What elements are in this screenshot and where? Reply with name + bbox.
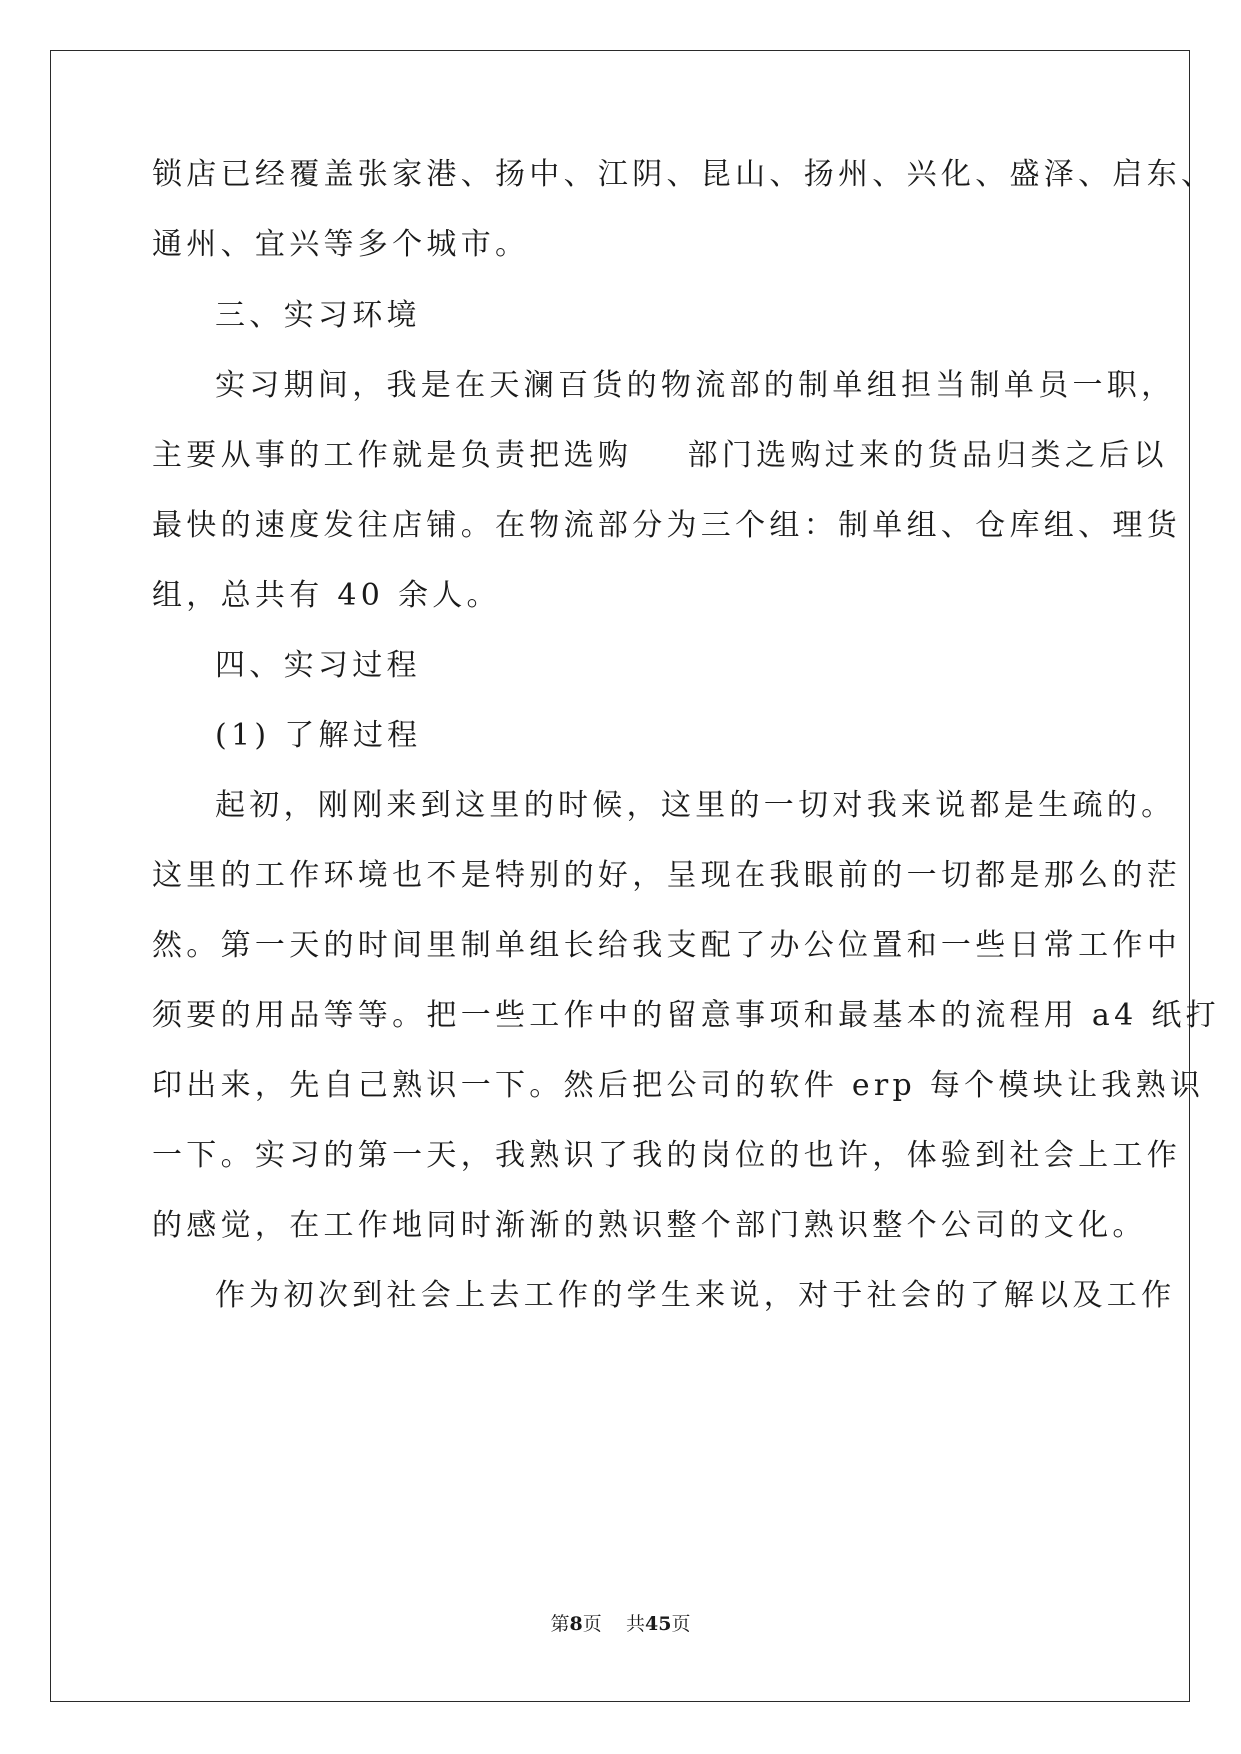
subheading-understanding: (1) 了解过程: [215, 718, 422, 753]
footer-prefix: 第: [550, 1613, 570, 1635]
body-line-14: 印出来，先自己熟识一下。然后把公司的软件 erp 每个模块让我熟识: [152, 1068, 1205, 1103]
body-line-1: 锁店已经覆盖张家港、扬中、江阴、昆山、扬州、兴化、盛泽、启东、: [152, 157, 1216, 192]
body-line-7: 组，总共有 40 余人。: [152, 578, 501, 613]
footer-page-suffix: 页: [582, 1613, 602, 1635]
body-line-13: 须要的用品等等。把一些工作中的留意事项和最基本的流程用 a4 纸打: [152, 998, 1220, 1033]
page-footer: [0, 1612, 1241, 1636]
section-heading-4: 四、实习过程: [215, 648, 421, 683]
body-line-5: 主要从事的工作就是负责把选购 部门选购过来的货品归类之后以: [152, 438, 1168, 473]
body-line-12: 然。第一天的时间里制单组长给我支配了办公位置和一些日常工作中: [152, 928, 1181, 963]
total-page-number: 45: [644, 1613, 672, 1635]
footer-total-suffix: 页: [671, 1613, 691, 1635]
section-heading-3: 三、实习环境: [215, 298, 421, 333]
body-line-10: 起初，刚刚来到这里的时候，这里的一切对我来说都是生疏的。: [215, 788, 1176, 823]
body-line-16: 的感觉，在工作地同时渐渐的熟识整个部门熟识整个公司的文化。: [152, 1208, 1147, 1243]
body-line-17: 作为初次到社会上去工作的学生来说，对于社会的了解以及工作: [215, 1278, 1176, 1313]
current-page-number: 8: [569, 1613, 583, 1635]
body-line-4: 实习期间，我是在天澜百货的物流部的制单组担当制单员一职，: [215, 368, 1176, 403]
body-line-15: 一下。实习的第一天，我熟识了我的岗位的也许，体验到社会上工作: [152, 1138, 1181, 1173]
footer-total-prefix: 共: [625, 1613, 645, 1635]
body-line-6: 最快的速度发往店铺。在物流部分为三个组：制单组、仓库组、理货: [152, 508, 1181, 543]
body-line-11: 这里的工作环境也不是特别的好，呈现在我眼前的一切都是那么的茫: [152, 858, 1181, 893]
body-line-2: 通州、宜兴等多个城市。: [152, 227, 530, 262]
